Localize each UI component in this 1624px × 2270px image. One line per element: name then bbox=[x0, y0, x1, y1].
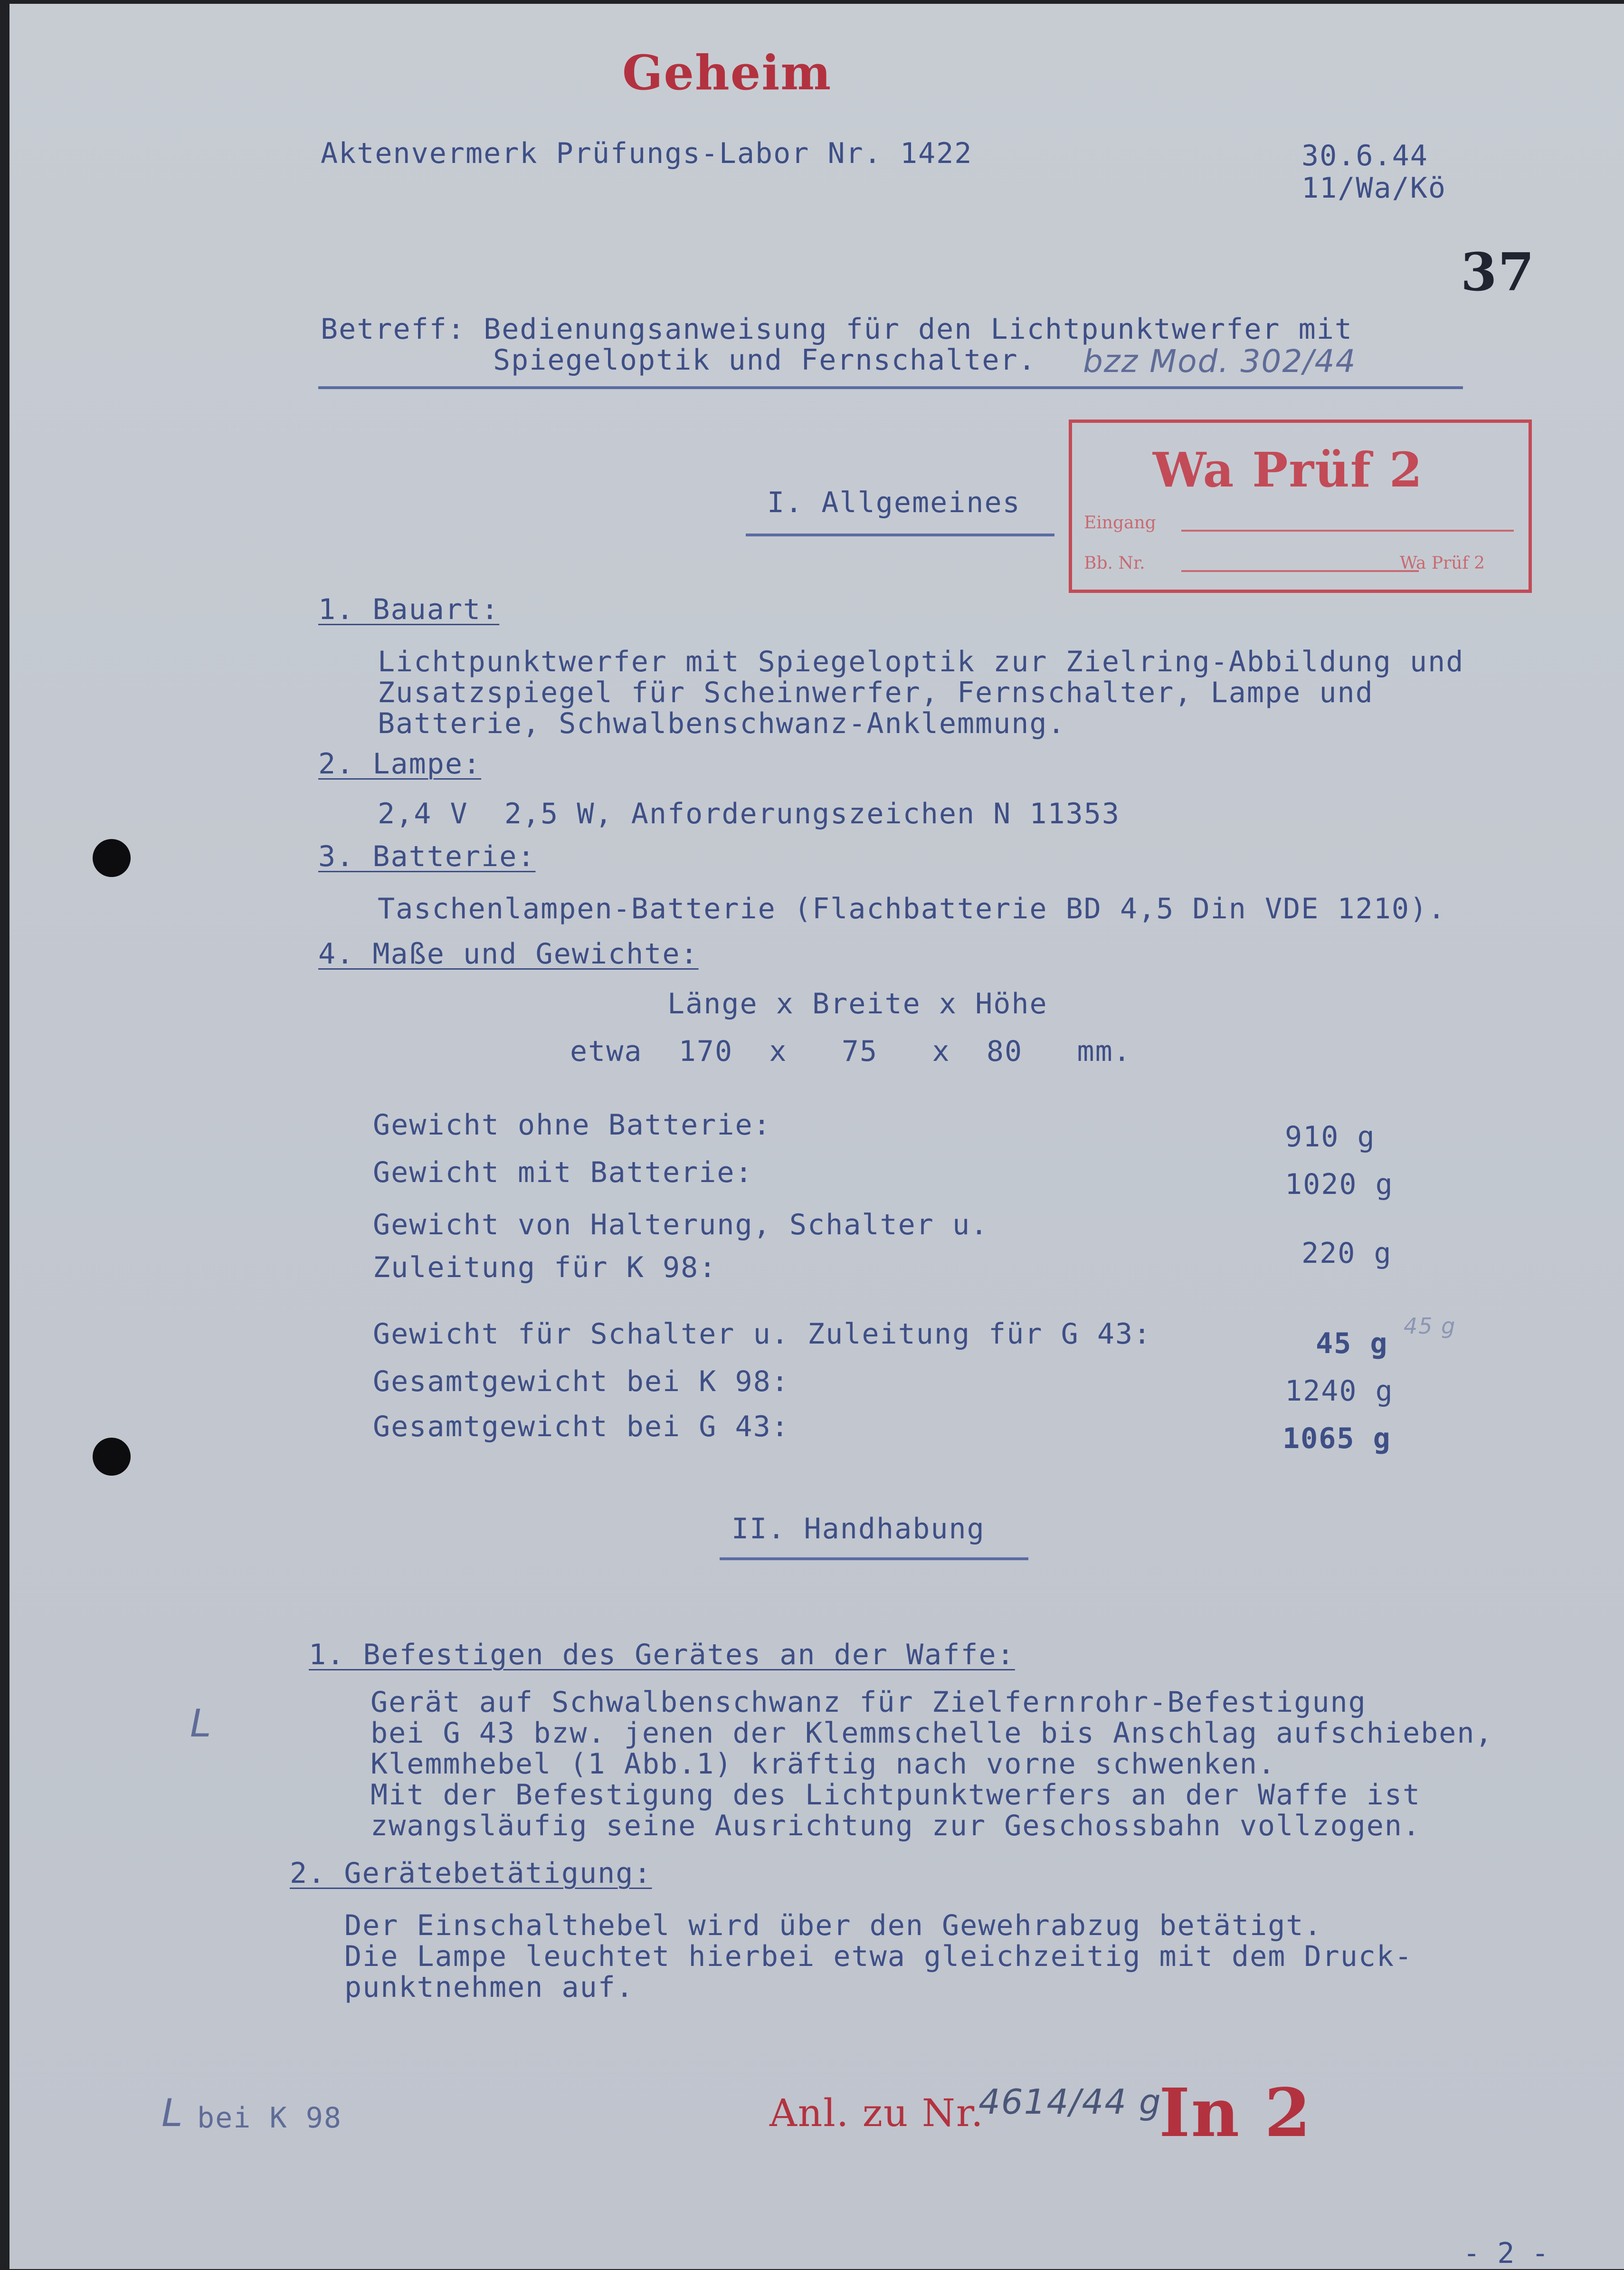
section-1-item-2-line: 2,4 V 2,5 W, Anforderungszeichen N 11353 bbox=[378, 797, 1121, 830]
section-2-item-1-line: Mit der Befestigung des Lichtpunktwerfers an der Waffe ist bbox=[370, 1778, 1421, 1812]
dimensions-values: etwa 170 x 75 x 80 mm. bbox=[570, 1035, 1131, 1068]
weight-label: Gewicht mit Batterie: bbox=[373, 1156, 753, 1189]
annex-stamp: Anl. zu Nr. bbox=[769, 2091, 984, 2135]
sheet-number: 37 bbox=[1461, 241, 1536, 303]
weight-label: Gewicht für Schalter u. Zuleitung für G 43: bbox=[373, 1317, 1152, 1351]
secret-stamp: Geheim bbox=[622, 45, 832, 101]
weight-margin-note: 45 g bbox=[1404, 1313, 1456, 1339]
weight-value: 220 g bbox=[1301, 1237, 1392, 1270]
wa-pruef-stamp-rule bbox=[1181, 570, 1419, 572]
section-1-item-3-line: Taschenlampen-Batterie (Flachbatterie BD 4,5 Din VDE 1210). bbox=[378, 892, 1446, 925]
annex-handwritten-number: 4614/44 g bbox=[978, 2082, 1162, 2122]
memo-ref: 11/Wa/Kö bbox=[1301, 172, 1446, 205]
section-1-item-3-heading: 3. Batterie: bbox=[318, 840, 536, 873]
weight-label: Gesamtgewicht bei K 98: bbox=[373, 1365, 789, 1398]
weight-label: Gewicht ohne Batterie: bbox=[373, 1108, 771, 1142]
section-2-item-2-line: punktnehmen auf. bbox=[344, 1971, 634, 2004]
wa-pruef-stamp bbox=[1069, 420, 1532, 593]
section-2-item-1-line: Klemmhebel (1 Abb.1) kräftig nach vorne schwenken. bbox=[370, 1747, 1276, 1781]
dimensions-header: Länge x Breite x Höhe bbox=[667, 987, 1048, 1021]
margin-mark: L bbox=[190, 1701, 212, 1745]
punch-hole bbox=[93, 839, 131, 877]
weight-value: 1240 g bbox=[1285, 1374, 1394, 1408]
section-1-item-1-line: Zusatzspiegel für Scheinwerfer, Fernschalter, Lampe und bbox=[378, 676, 1374, 709]
section-1-item-1-line: Lichtpunktwerfer mit Spiegeloptik zur Zielring-Abbildung und bbox=[378, 645, 1464, 678]
section-1-item-4-heading: 4. Maße und Gewichte: bbox=[318, 937, 699, 971]
section-2-item-1-line: Gerät auf Schwalbenschwanz für Zielfernrohr-Befestigung bbox=[370, 1686, 1367, 1719]
in-stamp: In 2 bbox=[1159, 2074, 1312, 2152]
footer-note-text: bei K 98 bbox=[197, 2101, 342, 2135]
section-2-item-1-line: bei G 43 bzw. jenen der Klemmschelle bis Anschlag aufschieben, bbox=[370, 1717, 1493, 1750]
document-page bbox=[9, 4, 1624, 2269]
subject-line-2: Spiegeloptik und Fernschalter. bbox=[493, 343, 1036, 377]
wa-pruef-stamp-rule bbox=[1181, 530, 1514, 532]
section-2-title: II. Handhabung bbox=[731, 1512, 985, 1545]
section-2-item-2-line: Der Einschalthebel wird über den Gewehrabzug betätigt. bbox=[344, 1909, 1322, 1942]
section-2-item-2-heading: 2. Gerätebetätigung: bbox=[290, 1857, 652, 1890]
section-2-rule bbox=[720, 1557, 1028, 1560]
section-1-title: I. Allgemeines bbox=[767, 486, 1021, 519]
weight-value: 1020 g bbox=[1285, 1168, 1394, 1201]
punch-hole bbox=[93, 1438, 131, 1476]
weight-label: Gesamtgewicht bei G 43: bbox=[373, 1410, 789, 1443]
wa-pruef-stamp-row2-right: Wa Prüf 2 bbox=[1400, 553, 1485, 573]
section-1-item-1-heading: 1. Bauart: bbox=[318, 593, 500, 626]
section-1-item-1-line: Batterie, Schwalbenschwanz-Anklemmung. bbox=[378, 707, 1066, 740]
subject-handwritten-note: bzz Mod. 302/44 bbox=[1083, 343, 1357, 380]
memo-date: 30.6.44 bbox=[1301, 139, 1428, 172]
section-1-rule bbox=[746, 534, 1054, 536]
weight-label: Gewicht von Halterung, Schalter u. bbox=[373, 1208, 989, 1241]
weight-label: Zuleitung für K 98: bbox=[373, 1251, 717, 1284]
wa-pruef-stamp-title: Wa Prüf 2 bbox=[1153, 442, 1424, 498]
subject-line-1: Betreff: Bedienungsanweisung für den Lichtpunktwerfer mit bbox=[321, 313, 1353, 346]
section-1-item-2-heading: 2. Lampe: bbox=[318, 747, 482, 781]
wa-pruef-stamp-row1-label: Eingang bbox=[1084, 513, 1156, 533]
weight-value: 910 g bbox=[1285, 1120, 1376, 1154]
subject-rule bbox=[318, 386, 1463, 389]
page-number: - 2 - bbox=[1463, 2237, 1549, 2270]
section-2-item-2-line: Die Lampe leuchtet hierbei etwa gleichzeitig mit dem Druck- bbox=[344, 1940, 1413, 1973]
weight-value: 45 g bbox=[1316, 1327, 1388, 1360]
weight-value: 1065 g bbox=[1282, 1422, 1391, 1455]
wa-pruef-stamp-row2-label: Bb. Nr. bbox=[1084, 553, 1145, 573]
memo-title: Aktenvermerk Prüfungs-Labor Nr. 1422 bbox=[321, 137, 973, 170]
section-2-item-1-line: zwangsläufig seine Ausrichtung zur Geschossbahn vollzogen. bbox=[370, 1809, 1421, 1842]
footer-note-mark: L bbox=[161, 2091, 184, 2135]
section-2-item-1-heading: 1. Befestigen des Gerätes an der Waffe: bbox=[309, 1638, 1015, 1671]
